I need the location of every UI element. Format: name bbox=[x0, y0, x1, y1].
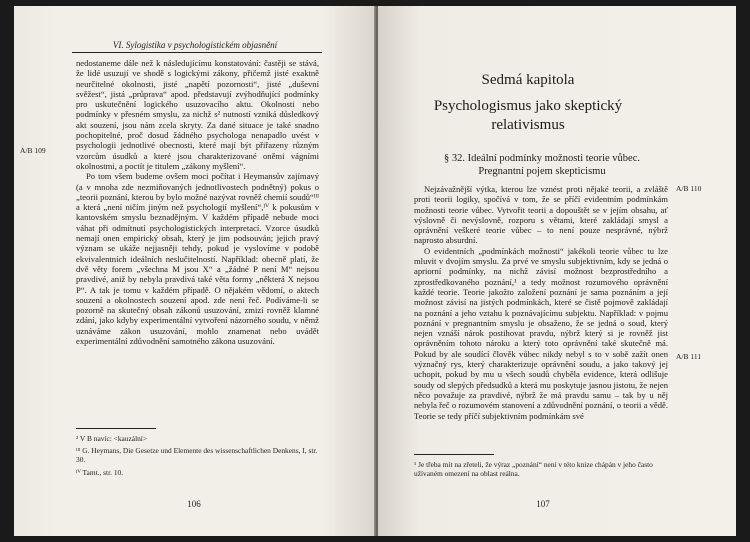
chapter-title: Sedmá kapitola bbox=[481, 72, 575, 88]
section-title-line2: Pregnantní pojem skepticismu bbox=[478, 166, 606, 177]
chapter-subtitle-line2: relativismus bbox=[491, 117, 565, 133]
margin-note-ab111: A/B 111 bbox=[676, 352, 702, 361]
left-footnotes bbox=[76, 434, 319, 480]
right-body-text bbox=[414, 184, 668, 421]
margin-note-ab109: A/B 109 bbox=[20, 146, 46, 155]
footnote-rule bbox=[414, 454, 494, 455]
page-number: 106 bbox=[187, 499, 201, 509]
left-page bbox=[14, 6, 376, 536]
chapter-subtitle-line1: Psychologismus jako skeptický bbox=[433, 98, 623, 114]
header-rule bbox=[72, 52, 322, 53]
paragraph: nedostaneme dále než k následujícímu konstatování: častěji se stává, že lidé usuzují ve shodě s logickými zákony, přičemž jisté exaktně neurčitelné okolnosti, jisté „napětí pozornosti“, jisté „duševní svěžest“, jistá „průprava“ apod. představují zvýhodňující podmínky pro uskutečnění logického usuzovacího aktu. Okolnosti nebo podmínky v přesném smyslu, za nichž s² nutností vzniká důsledkový akt souzení, jsou nám zcela skryty. Za dané situace je také snadno pochopitelné, proč dosud žádného psychologa nenapadlo uvést v psychologii jednotlivé obecnosti, které mají být přiřazeny různým vzorcům úsudků a které jsou charakterizované oněmi vágními okolnostmi, a poctít je titulem „zákony myšlení“. bbox=[76, 58, 319, 171]
footnote: ² V B navíc: <kauzální> bbox=[76, 434, 148, 443]
running-head: VI. Sylogistika v psychologistickém objasnění bbox=[112, 40, 278, 50]
right-page bbox=[378, 6, 736, 536]
left-body-text bbox=[76, 58, 319, 346]
margin-note-ab110: A/B 110 bbox=[676, 184, 702, 193]
footnote: ᴵᴵᴵ G. Heymans, Die Gesetze und Elemente des wissenschaftlichen Denkens, I, str. 30. bbox=[76, 446, 318, 465]
footnote: ᴵⱽ Tamt., str. 10. bbox=[76, 467, 124, 477]
section-title bbox=[408, 152, 676, 178]
right-footnote: ¹ Je třeba mít na zřeteli, že výraz „poznání“ není v této knize chápán v jeho často užívaném omezení na oblast reálna. bbox=[414, 460, 653, 479]
section-title-line1: § 32. Ideální podmínky možnosti teorie vůbec. bbox=[444, 153, 640, 164]
paragraph: Nejzávažnější výtka, kterou lze vznést proti nějaké teorii, a zvláště proti teorii logiky, spočívá v tom, že se příčí evidentním podmínkám možnosti teorie vůbec. Vytvořit teorii a dopouštět se v jejím obsahu, ať výslovně či nevýslovně, rozporu s větami, které zakládají smysl a oprávnění veškeré teorie vůbec – to není pouze nesprávné, nýbrž naprosto absurdní. bbox=[414, 184, 668, 246]
paragraph: Po tom všem budeme ovšem moci počítat i Heymansův zajímavý (a v mnoha zde nezmiňovaných jednotlivostech podnětný) pokus o „teorii poznání, kterou by bylo možné nazývat rovněž chemií soudů“ᴵᴵᴵ a která „není ničím jiným než psychologií myšlení“,ᴵⱽ k pokusům v kantovském smyslu beznadějným. V každém případě nebude moci váhat při odmítnutí psychologistických interpretací. Vzorce úsudků nemají onen empirický obsah, který je jim podsouván; jejich pravý význam se ukáže nejjasněji tehdy, pokud je vyslovíme v podobě ekvivalentních ideálních neslučitelností. Například: obecně platí, že dvě věty forem „všechna M jsou X“ a „žádné P není M“ nejsou pravdivé, aniž by nebyla pravdivá také věta formy „některá X nejsou P“. A tak je tomu v každém případě. O nějakém vědomí, o aktech souzení a okolnostech souzení apod. zde není řeč. Podíváme-li se pozorně na skutečný obsah zákonů usuzování, zmizí rovněž klamné zdání, jako kdyby experimentální vytvoření názorného soudu, v němž uznáváme zákon usuzování, mohlo znamenat nebo uvádět experimentální zdůvodnění samotného zákona usuzování. bbox=[76, 171, 319, 347]
page-number: 107 bbox=[536, 499, 550, 509]
footnote-rule bbox=[76, 428, 156, 429]
paragraph: O evidentních „podmínkách možnosti“ jakékoli teorie vůbec tu lze mluvit v dvojím smyslu. Za prvé ve smyslu subjektivním, kdy se jedná o apriorní podmínky, na nichž závisí možnost bezprostředního a zprostředkovaného poznání,¹ a tedy možnost rozumového oprávnění každé teorie. Teorie jakožto založení poznání je sama poznáním a její možnost závisí na jistých podmínkách, které se čistě pojmově zakládají na poznání a jeho vztahu k poznávajícímu subjektu. Například: v pojmu poznání v pregnantním smyslu je obsaženo, že se jedná o soud, který nejen vznáší nárok postihovat pravdu, nýbrž který si je rovněž jist oprávněním tohoto nároku a který toto oprávnění také skutečně má. Pokud by ale soudící člověk vůbec nikdy nebyl s to v sobě zažít onen význačný rys, který charakterizuje oprávnění soudu, a jako takový jej uchopit, pokud by mu u všech soudů chyběla evidence, která odlišuje soudy od slepých předsudků a která mu poskytuje jasnou jistotu, že nejen něco považuje za pravdivé, nýbrž že má pravdu samu – tak by u něj nebyla řeč o rozumovém stanovení a zdůvodnění poznání, o teorii a vědě. Teorie se tedy příčí subjektivním podmínkám své bbox=[414, 245, 668, 421]
